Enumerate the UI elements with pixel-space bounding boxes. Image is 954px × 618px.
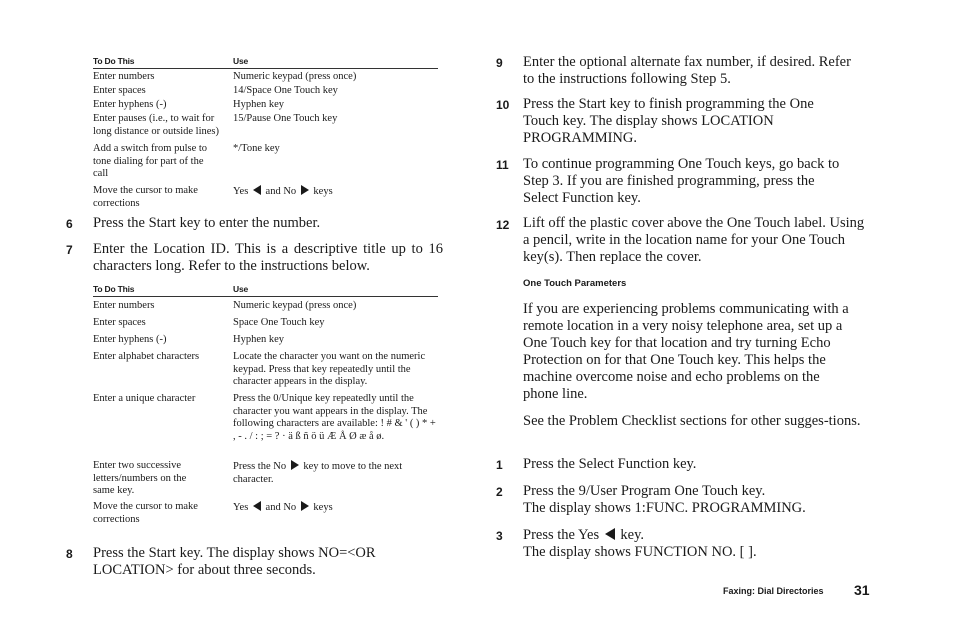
table1-cell-use: */Tone key (233, 143, 280, 154)
and-no-label: and No (265, 186, 297, 197)
step-text (523, 527, 863, 561)
table1-cell-todo: Add a switch from pulse to tone dialing for part of the call (93, 143, 208, 179)
table2-cell-use (233, 460, 438, 486)
table1-rule (93, 68, 438, 69)
step-number: 10 (496, 98, 510, 112)
table2-cell-todo: Move the cursor to make corrections (93, 501, 198, 525)
step-number: 1 (496, 458, 503, 472)
table1-cell-use: 14/Space One Touch key (233, 85, 338, 96)
table2-cell-todo: Enter hyphens (-) (93, 334, 167, 345)
table2-cell-todo: Enter two successive letters/numbers on the same key. (93, 460, 187, 496)
step-text (523, 483, 863, 517)
no-arrow-right-icon (291, 460, 299, 470)
table1-cell-todo: Move the cursor to make corrections (93, 185, 198, 209)
table2-cell-todo: Enter alphabet characters (93, 351, 200, 362)
table2-cell-use (233, 501, 438, 515)
step-number: 8 (66, 547, 73, 561)
no-arrow-right-icon (301, 501, 309, 511)
step-number: 7 (66, 243, 73, 257)
step-text: Press the Start key to finish programming the One Touch key. The display shows LOCATION PROGRAMMING. (523, 96, 814, 146)
step-text: Enter the Location ID. This is a descriptive title up to 16 characters long. Refer to the instructions below. (93, 241, 443, 274)
table1-cell-use (233, 185, 438, 199)
step-number: 6 (66, 217, 73, 231)
step-text: To continue programming One Touch keys, go back to Step 3. If you are finished programming, press the Select Function key. (523, 156, 840, 206)
yes-label: Yes (233, 186, 249, 197)
table1-cell-use: Numeric keypad (press once) (233, 71, 357, 82)
no-arrow-right-icon (301, 185, 309, 195)
section-paragraph: If you are experiencing problems communicating with a remote location in a very noisy telephone area, set up a One Touch key for that location and try turning Echo Protection on for that One Touch key. This helps the machine overcome noise and echo problems on the phone line. (523, 301, 849, 402)
page-number: 31 (854, 582, 870, 598)
move-next-label: key to move to the next character. (233, 461, 403, 485)
step-line: Press the 9/User Program One Touch key. (523, 483, 766, 499)
step-number: 2 (496, 485, 503, 499)
and-no-label: and No (265, 502, 297, 513)
step-line: The display shows FUNCTION NO. [ ]. (523, 544, 757, 560)
step-text: Press the Start key. The display shows NO=<OR LOCATION> for about three seconds. (93, 545, 376, 578)
footer-section-label: Faxing: Dial Directories (723, 586, 824, 596)
table2-cell-use: Hyphen key (233, 334, 285, 345)
yes-label: Yes (233, 502, 249, 513)
table2-cell-use: Numeric keypad (press once) (233, 300, 357, 311)
step-text: Enter the optional alternate fax number, if desired. Refer to the instructions following Step 5. (523, 54, 851, 87)
table1-cell-todo: Enter pauses (i.e., to wait for long distance or outside lines) (93, 113, 219, 137)
table1-cell-todo: Enter numbers (93, 71, 155, 82)
press-no-label: Press the No (233, 461, 287, 472)
yes-arrow-left-icon (253, 185, 261, 195)
table1-header-use: Use (233, 56, 248, 66)
step-line: The display shows 1:FUNC. PROGRAMMING. (523, 500, 806, 516)
section-paragraph: See the Problem Checklist sections for other sugges-tions. (523, 413, 861, 429)
keys-label: keys (313, 186, 333, 197)
table2-header-todo: To Do This (93, 284, 135, 294)
table2-header-use: Use (233, 284, 248, 294)
table1-cell-todo: Enter hyphens (-) (93, 99, 167, 110)
press-yes-label: Press the Yes (523, 527, 600, 543)
step-number: 11 (496, 158, 509, 172)
table1-cell-todo: Enter spaces (93, 85, 146, 96)
step-line (523, 527, 863, 544)
table1-cell-use: Hyphen key (233, 99, 285, 110)
table2-cell-use: Space One Touch key (233, 317, 325, 328)
yes-arrow-left-icon (253, 501, 261, 511)
keys-label: keys (313, 502, 333, 513)
step-number: 9 (496, 56, 503, 70)
step-number: 12 (496, 218, 510, 232)
table2-rule (93, 296, 438, 297)
yes-arrow-left-icon (605, 528, 615, 540)
step-text: Press the Select Function key. (523, 456, 697, 472)
table2-cell-use: Locate the character you want on the numeric keypad. Press that key repeatedly until the character appears in the display. (233, 351, 426, 387)
table1-header-todo: To Do This (93, 56, 135, 66)
table2-cell-todo: Enter spaces (93, 317, 146, 328)
table2-cell-todo: Enter a unique character (93, 393, 196, 404)
step-text: Lift off the plastic cover above the One Touch label. Using a pencil, write in the location name for your One Touch key(s). Then replace the cover. (523, 215, 865, 265)
step-number: 3 (496, 529, 503, 543)
table1-cell-use: 15/Pause One Touch key (233, 113, 338, 124)
table2-cell-todo: Enter numbers (93, 300, 155, 311)
table2-cell-use: Press the 0/Unique key repeatedly until the character you want appears in the display. The following characters are available: ! # & ' ( ) * + , - . / : ; = ? · ä ß ñ ö ü Æ Å Ø æ å ø. (233, 393, 436, 442)
step-text: Press the Start key to enter the number. (93, 215, 321, 231)
section-heading: One Touch Parameters (523, 278, 627, 289)
key-label: key. (620, 527, 645, 543)
